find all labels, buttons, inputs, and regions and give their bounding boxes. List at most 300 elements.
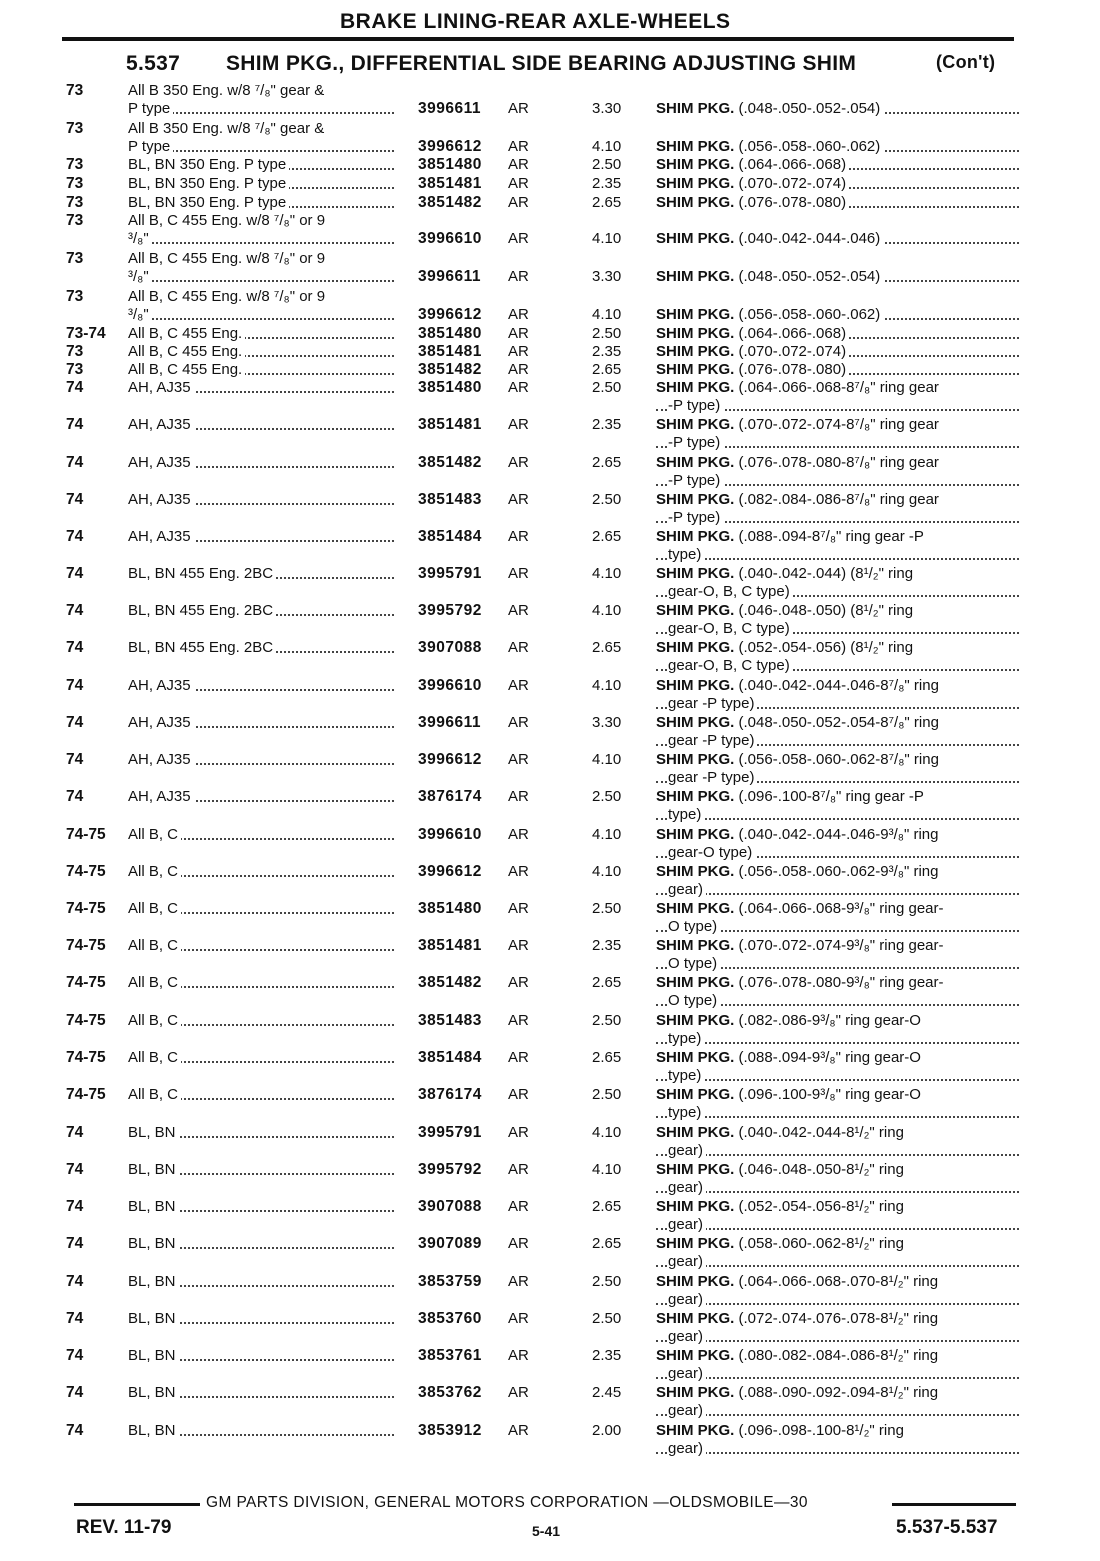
dot-leader — [656, 1414, 1019, 1416]
item-name: SHIM PKG. — [656, 268, 735, 285]
group-heading — [126, 52, 1016, 76]
item-spec: (.088-.094-9³/₈" ring gear-O — [738, 1049, 921, 1066]
part-number: 3996611 — [418, 268, 481, 285]
item-name: SHIM PKG. — [656, 1124, 735, 1141]
quantity: AR — [508, 788, 529, 805]
part-number: 3851481 — [418, 343, 482, 360]
application-cell — [128, 1086, 396, 1124]
group-range: 5.537-5.537 — [896, 1517, 998, 1538]
description-line — [656, 194, 849, 211]
item-spec-cont: O type) — [668, 918, 720, 935]
application-cell — [128, 1012, 396, 1050]
model-year: 74-75 — [66, 1086, 106, 1103]
description-line — [656, 1161, 907, 1178]
price: 2.50 — [592, 1012, 622, 1029]
item-spec: (.052-.054-.056) (8¹/₂" ring — [738, 639, 914, 656]
group-number: 5.537 — [126, 52, 181, 75]
application-cell — [128, 1310, 396, 1348]
item-spec: (.064-.066-.068-.070-8¹/₂" ring — [738, 1273, 939, 1290]
description-line — [656, 268, 883, 285]
model-year: 74 — [66, 1124, 84, 1141]
application-text: BL, BN 455 Eng. 2BC — [128, 639, 276, 656]
model-year: 74 — [66, 1347, 84, 1364]
description-line — [656, 639, 916, 656]
price: 2.50 — [592, 491, 622, 508]
quantity: AR — [508, 1310, 529, 1327]
description-line — [656, 714, 942, 731]
part-number: 3853760 — [418, 1310, 482, 1327]
dot-leader — [656, 1079, 1019, 1081]
footer-corporation: GM PARTS DIVISION, GENERAL MOTORS CORPORATION —OLDSMOBILE—30 — [206, 1494, 808, 1511]
description-cell — [656, 677, 1021, 715]
application-text-cont: ³/₈" — [128, 230, 152, 247]
dot-leader — [656, 818, 1019, 820]
application-text: BL, BN 350 Eng. P type — [128, 194, 289, 211]
description-line — [656, 677, 942, 694]
item-spec-cont: -P type) — [668, 509, 723, 526]
item-spec: (.064-.066-.068-8⁷/₈" ring gear — [738, 379, 939, 396]
dot-leader — [656, 1377, 1019, 1379]
application-text: All B, C — [128, 1086, 181, 1103]
item-spec: (.072-.074-.076-.078-8¹/₂" ring — [738, 1310, 939, 1327]
price: 4.10 — [592, 826, 622, 843]
description-line — [656, 528, 927, 545]
description-cell — [656, 788, 1021, 826]
model-year: 74-75 — [66, 974, 106, 991]
item-name: SHIM PKG. — [656, 1347, 735, 1364]
part-number: 3996612 — [418, 138, 482, 155]
item-spec-cont: O type) — [668, 955, 720, 972]
item-spec-cont: gear-O, B, C type) — [668, 620, 793, 637]
quantity: AR — [508, 361, 529, 378]
application-cell — [128, 974, 396, 1012]
quantity: AR — [508, 1161, 529, 1178]
price: 4.10 — [592, 677, 622, 694]
application-text: BL, BN 455 Eng. 2BC — [128, 602, 276, 619]
application-text-cont: ³/₈" — [128, 306, 152, 323]
item-spec: (.080-.082-.084-.086-8¹/₂" ring — [738, 1347, 939, 1364]
application-cell — [128, 1384, 396, 1422]
item-name: SHIM PKG. — [656, 100, 735, 117]
part-number: 3996610 — [418, 677, 482, 694]
quantity: AR — [508, 379, 529, 396]
price: 3.30 — [592, 100, 622, 117]
item-spec: (.056-.058-.060-.062-9³/₈" ring — [738, 863, 939, 880]
item-name: SHIM PKG. — [656, 306, 735, 323]
model-year: 74 — [66, 565, 84, 582]
quantity: AR — [508, 602, 529, 619]
item-spec-cont: gear) — [668, 1142, 706, 1159]
item-spec: (.076-.078-.080) — [738, 194, 847, 211]
description-line — [656, 230, 883, 247]
model-year: 73 — [66, 82, 84, 99]
model-year: 74 — [66, 788, 84, 805]
price: 2.65 — [592, 454, 622, 471]
model-year: 73 — [66, 343, 84, 360]
quantity: AR — [508, 1347, 529, 1364]
part-number: 3907088 — [418, 639, 482, 656]
description-cell — [656, 1273, 1021, 1311]
model-year: 74-75 — [66, 863, 106, 880]
dot-leader — [128, 242, 394, 244]
description-line — [656, 100, 883, 117]
item-name: SHIM PKG. — [656, 1273, 735, 1290]
application-text: AH, AJ35 — [128, 491, 194, 508]
item-spec: (.048-.050-.052-.054) — [738, 100, 881, 117]
item-name: SHIM PKG. — [656, 639, 735, 656]
model-year: 73 — [66, 156, 84, 173]
quantity: AR — [508, 714, 529, 731]
description-cell — [656, 528, 1021, 566]
item-spec-cont: gear) — [668, 1402, 706, 1419]
item-spec: (.076-.078-.080-8⁷/₈" ring gear — [738, 454, 939, 471]
price: 2.50 — [592, 788, 622, 805]
application-text: All B, C — [128, 1049, 181, 1066]
price: 4.10 — [592, 751, 622, 768]
item-name: SHIM PKG. — [656, 788, 735, 805]
application-text-cont: P type — [128, 138, 173, 155]
part-number: 3876174 — [418, 1086, 482, 1103]
quantity: AR — [508, 325, 529, 342]
item-spec-cont: -P type) — [668, 472, 723, 489]
parts-list — [0, 82, 1100, 1472]
description-cell — [656, 230, 1021, 268]
footer-rule-right — [892, 1503, 1016, 1506]
price: 2.50 — [592, 900, 622, 917]
description-line — [656, 491, 942, 508]
application-text: BL, BN — [128, 1310, 179, 1327]
description-cell — [656, 565, 1021, 603]
item-spec: (.096-.100-9³/₈" ring gear-O — [738, 1086, 921, 1103]
model-year: 73 — [66, 361, 84, 378]
item-spec-cont: gear) — [668, 1253, 706, 1270]
description-line — [656, 454, 942, 471]
part-number: 3995791 — [418, 565, 482, 582]
item-name: SHIM PKG. — [656, 1235, 735, 1252]
description-line — [656, 343, 849, 360]
item-name: SHIM PKG. — [656, 751, 735, 768]
description-line — [656, 361, 849, 378]
part-number: 3996611 — [418, 100, 481, 117]
application-cell — [128, 82, 396, 120]
application-text: BL, BN — [128, 1235, 179, 1252]
price: 2.50 — [592, 1086, 622, 1103]
item-name: SHIM PKG. — [656, 194, 735, 211]
footer-rule-left — [74, 1503, 200, 1506]
item-spec-cont: gear) — [668, 1365, 706, 1382]
application-text: AH, AJ35 — [128, 751, 194, 768]
item-spec: (.088-.094-8⁷/₈" ring gear -P — [738, 528, 924, 545]
model-year: 73 — [66, 120, 84, 137]
application-text: AH, AJ35 — [128, 677, 194, 694]
application-text: All B, C 455 Eng. w/8 ⁷/₈" or 9 — [128, 212, 328, 229]
item-spec: (.076-.078-.080-9³/₈" ring gear- — [738, 974, 944, 991]
item-spec: (.070-.072-.074-9³/₈" ring gear- — [738, 937, 944, 954]
description-cell — [656, 1124, 1021, 1162]
description-line — [656, 937, 947, 954]
quantity: AR — [508, 416, 529, 433]
item-spec-cont: -P type) — [668, 397, 723, 414]
part-number: 3851483 — [418, 1012, 482, 1029]
item-name: SHIM PKG. — [656, 230, 735, 247]
application-cell — [128, 826, 396, 864]
model-year: 74-75 — [66, 1012, 106, 1029]
application-text: AH, AJ35 — [128, 528, 194, 545]
item-name: SHIM PKG. — [656, 826, 735, 843]
item-spec: (.064-.066-.068) — [738, 325, 847, 342]
application-cell — [128, 1198, 396, 1236]
application-text: AH, AJ35 — [128, 379, 194, 396]
application-cell — [128, 454, 396, 492]
application-text: BL, BN 455 Eng. 2BC — [128, 565, 276, 582]
description-cell — [656, 1012, 1021, 1050]
model-year: 74 — [66, 1198, 84, 1215]
application-text: AH, AJ35 — [128, 454, 194, 471]
description-cell — [656, 937, 1021, 975]
application-cell — [128, 416, 396, 454]
item-spec: (.040-.042-.044-.046-8⁷/₈" ring — [738, 677, 939, 694]
quantity: AR — [508, 528, 529, 545]
price: 4.10 — [592, 565, 622, 582]
item-name: SHIM PKG. — [656, 1049, 735, 1066]
quantity: AR — [508, 1273, 529, 1290]
quantity: AR — [508, 306, 529, 323]
price: 4.10 — [592, 230, 622, 247]
dot-leader — [128, 318, 394, 320]
description-line — [656, 306, 883, 323]
item-name: SHIM PKG. — [656, 1198, 735, 1215]
description-line — [656, 138, 883, 155]
quantity: AR — [508, 230, 529, 247]
dot-leader — [656, 1228, 1019, 1230]
part-number: 3996612 — [418, 863, 482, 880]
item-name: SHIM PKG. — [656, 565, 735, 582]
description-cell — [656, 974, 1021, 1012]
description-cell — [656, 1422, 1021, 1460]
description-line — [656, 1012, 924, 1029]
application-text: AH, AJ35 — [128, 714, 194, 731]
price: 2.50 — [592, 156, 622, 173]
item-spec: (.048-.050-.052-.054-8⁷/₈" ring — [738, 714, 939, 731]
item-name: SHIM PKG. — [656, 1384, 735, 1401]
application-cell — [128, 1347, 396, 1385]
quantity: AR — [508, 1422, 529, 1439]
application-text: AH, AJ35 — [128, 416, 194, 433]
item-name: SHIM PKG. — [656, 138, 735, 155]
description-cell — [656, 1086, 1021, 1124]
quantity: AR — [508, 639, 529, 656]
part-number: 3853759 — [418, 1273, 482, 1290]
part-number: 3907089 — [418, 1235, 482, 1252]
part-number: 3851482 — [418, 194, 482, 211]
item-name: SHIM PKG. — [656, 602, 735, 619]
application-cell — [128, 1235, 396, 1273]
model-year: 74 — [66, 491, 84, 508]
price: 2.35 — [592, 175, 622, 192]
part-number: 3996610 — [418, 826, 482, 843]
part-number: 3851480 — [418, 325, 482, 342]
part-number: 3907088 — [418, 1198, 482, 1215]
part-number: 3851481 — [418, 937, 482, 954]
part-number: 3851484 — [418, 1049, 482, 1066]
item-spec-cont: type) — [668, 806, 704, 823]
item-spec: (.096-.100-8⁷/₈" ring gear -P — [738, 788, 924, 805]
description-cell — [656, 900, 1021, 938]
quantity: AR — [508, 175, 529, 192]
item-name: SHIM PKG. — [656, 900, 735, 917]
item-name: SHIM PKG. — [656, 361, 735, 378]
application-text: All B, C 455 Eng. — [128, 325, 245, 342]
application-text: All B 350 Eng. w/8 ⁷/₈" gear & — [128, 82, 327, 99]
application-cell — [128, 714, 396, 752]
application-text: All B, C — [128, 863, 181, 880]
item-spec: (.056-.058-.060-.062) — [738, 138, 881, 155]
model-year: 74 — [66, 677, 84, 694]
application-text: All B, C 455 Eng. — [128, 343, 245, 360]
item-spec-cont: gear-O, B, C type) — [668, 657, 793, 674]
application-text: All B, C 455 Eng. w/8 ⁷/₈" or 9 — [128, 288, 328, 305]
item-name: SHIM PKG. — [656, 156, 735, 173]
description-line — [656, 175, 849, 192]
item-spec: (.096-.098-.100-8¹/₂" ring — [738, 1422, 904, 1439]
quantity: AR — [508, 565, 529, 582]
item-spec: (.040-.042-.044-8¹/₂" ring — [738, 1124, 904, 1141]
dot-leader — [656, 1116, 1019, 1118]
item-name: SHIM PKG. — [656, 1422, 735, 1439]
description-cell — [656, 1384, 1021, 1422]
quantity: AR — [508, 677, 529, 694]
item-name: SHIM PKG. — [656, 1086, 735, 1103]
description-line — [656, 416, 942, 433]
part-number: 3851482 — [418, 361, 482, 378]
price: 2.50 — [592, 379, 622, 396]
description-cell — [656, 1235, 1021, 1273]
description-line — [656, 1422, 907, 1439]
model-year: 74 — [66, 1235, 84, 1252]
application-cell — [128, 565, 396, 603]
description-line — [656, 1049, 924, 1066]
application-text: AH, AJ35 — [128, 788, 194, 805]
item-name: SHIM PKG. — [656, 528, 735, 545]
price: 2.35 — [592, 937, 622, 954]
item-spec: (.046-.048-.050-8¹/₂" ring — [738, 1161, 904, 1178]
description-line — [656, 1086, 924, 1103]
item-name: SHIM PKG. — [656, 325, 735, 342]
description-cell — [656, 491, 1021, 529]
description-cell — [656, 714, 1021, 752]
application-cell — [128, 1049, 396, 1087]
description-cell — [656, 194, 1021, 232]
price: 3.30 — [592, 268, 622, 285]
price: 2.50 — [592, 1310, 622, 1327]
item-spec: (.082-.086-9³/₈" ring gear-O — [738, 1012, 921, 1029]
application-cell — [128, 1273, 396, 1311]
item-name: SHIM PKG. — [656, 454, 735, 471]
description-line — [656, 788, 927, 805]
description-line — [656, 826, 942, 843]
model-year: 74-75 — [66, 1049, 106, 1066]
item-spec: (.056-.058-.060-.062) — [738, 306, 881, 323]
price: 4.10 — [592, 863, 622, 880]
description-cell — [656, 602, 1021, 640]
description-line — [656, 325, 849, 342]
description-line — [656, 1347, 941, 1364]
dot-leader — [656, 1340, 1019, 1342]
description-line — [656, 156, 849, 173]
item-name: SHIM PKG. — [656, 677, 735, 694]
item-spec: (.052-.054-.056-8¹/₂" ring — [738, 1198, 904, 1215]
part-number: 3876174 — [418, 788, 482, 805]
description-cell — [656, 1347, 1021, 1385]
description-cell — [656, 1161, 1021, 1199]
model-year: 73 — [66, 194, 84, 211]
quantity: AR — [508, 863, 529, 880]
application-text: All B, C — [128, 900, 181, 917]
model-year: 74 — [66, 639, 84, 656]
item-spec-cont: type) — [668, 1104, 704, 1121]
application-cell — [128, 1124, 396, 1162]
application-text: BL, BN — [128, 1384, 179, 1401]
item-spec-cont: gear) — [668, 881, 706, 898]
dot-leader — [656, 1042, 1019, 1044]
part-number: 3995792 — [418, 1161, 482, 1178]
application-text: BL, BN 350 Eng. P type — [128, 175, 289, 192]
description-cell — [656, 100, 1021, 138]
revision-date: REV. 11-79 — [76, 1517, 172, 1538]
item-spec: (.056-.058-.060-.062-8⁷/₈" ring — [738, 751, 939, 768]
part-number: 3996611 — [418, 714, 481, 731]
model-year: 73 — [66, 288, 84, 305]
part-number: 3995792 — [418, 602, 482, 619]
description-cell — [656, 863, 1021, 901]
description-cell — [656, 416, 1021, 454]
part-number: 3853912 — [418, 1422, 482, 1439]
description-line — [656, 1310, 941, 1327]
price: 4.10 — [592, 1124, 622, 1141]
description-cell — [656, 751, 1021, 789]
item-spec: (.046-.048-.050) (8¹/₂" ring — [738, 602, 914, 619]
item-spec: (.064-.066-.068) — [738, 156, 847, 173]
part-number: 3851481 — [418, 175, 482, 192]
application-cell — [128, 288, 396, 326]
item-name: SHIM PKG. — [656, 175, 735, 192]
description-line — [656, 900, 947, 917]
quantity: AR — [508, 974, 529, 991]
quantity: AR — [508, 1086, 529, 1103]
application-cell — [128, 751, 396, 789]
item-name: SHIM PKG. — [656, 863, 735, 880]
application-cell — [128, 120, 396, 158]
description-line — [656, 379, 942, 396]
part-number: 3851481 — [418, 416, 482, 433]
quantity: AR — [508, 454, 529, 471]
dot-leader — [656, 1154, 1019, 1156]
description-cell — [656, 379, 1021, 417]
description-line — [656, 1384, 941, 1401]
price: 2.65 — [592, 1049, 622, 1066]
description-cell — [656, 268, 1021, 306]
price: 2.65 — [592, 639, 622, 656]
dot-leader — [656, 1303, 1019, 1305]
item-spec-cont: gear -P type) — [668, 695, 757, 712]
item-spec-cont: -P type) — [668, 434, 723, 451]
dot-leader — [656, 1452, 1019, 1454]
quantity: AR — [508, 1235, 529, 1252]
item-spec: (.088-.090-.092-.094-8¹/₂" ring — [738, 1384, 939, 1401]
application-text: All B, C — [128, 974, 181, 991]
price: 2.50 — [592, 325, 622, 342]
model-year: 74 — [66, 1422, 84, 1439]
